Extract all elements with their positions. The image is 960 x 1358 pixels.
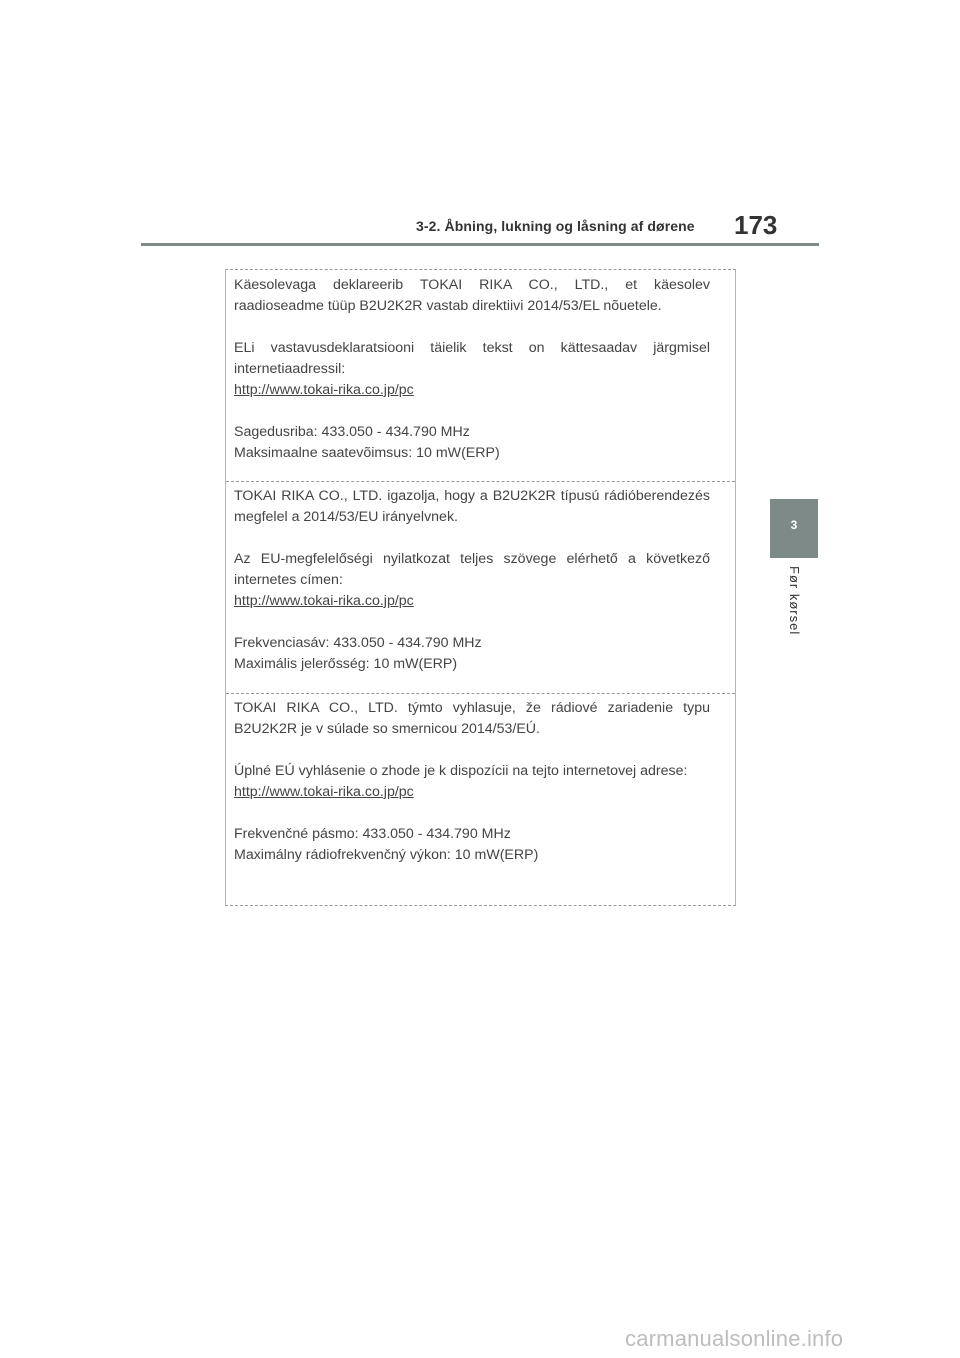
declaration-box: [225, 269, 736, 906]
declaration-url-link[interactable]: http://www.tokai-rika.co.jp/pc: [234, 593, 414, 609]
frequency-text: Sagedusriba: 433.050 - 434.790 MHz: [234, 424, 470, 440]
declaration-block-slovak: [234, 698, 710, 866]
declaration-text: TOKAI RIKA CO., LTD. týmto vyhlasuje, že rádiové zariadenie typu B2U2K2R je v súlade so smernicou 2014/53/EÚ.: [234, 700, 710, 737]
declaration-block-estonian: [234, 275, 710, 464]
block-divider: [226, 693, 735, 694]
chapter-tab: [770, 499, 818, 558]
declaration-url-link[interactable]: http://www.tokai-rika.co.jp/pc: [234, 382, 414, 398]
power-text: Maximális jelerősség: 10 mW(ERP): [234, 656, 458, 672]
section-title: 3-2. Åbning, lukning og låsning af dørene: [416, 218, 695, 234]
header-rule: [141, 243, 819, 246]
frequency-text: Frekvenciasáv: 433.050 - 434.790 MHz: [234, 635, 482, 651]
power-text: Maximálny rádiofrekvenčný výkon: 10 mW(ERP): [234, 847, 539, 863]
availability-text: ELi vastavusdeklaratsiooni täielik tekst on kättesaadav järgmisel internetiaadressil:: [234, 340, 710, 377]
watermark: carmanualsonline.info: [625, 1326, 844, 1351]
declaration-url-link[interactable]: http://www.tokai-rika.co.jp/pc: [234, 784, 414, 800]
block-divider: [226, 481, 735, 482]
availability-text: Úplné EÚ vyhlásenie o zhode je k dispozícii na tejto internetovej adrese:: [234, 763, 688, 779]
declaration-text: Käesolevaga deklareerib TOKAI RIKA CO., LTD., et käesolev raadioseadme tüüp B2U2K2R vastab direktiivi 2014/53/EL nõuetele.: [234, 277, 710, 314]
declaration-block-hungarian: [234, 486, 710, 675]
power-text: Maksimaalne saatevõimsus: 10 mW(ERP): [234, 445, 500, 461]
chapter-number: 3: [790, 518, 798, 532]
declaration-text: TOKAI RIKA CO., LTD. igazolja, hogy a B2U2K2R típusú rádióberendezés megfelel a 2014/53/EU irányelvnek.: [234, 488, 710, 525]
availability-text: Az EU-megfelelőségi nyilatkozat teljes szövege elérhető a következő internetes címen:: [234, 551, 710, 588]
page-header: [0, 0, 960, 250]
frequency-text: Frekvenčné pásmo: 433.050 - 434.790 MHz: [234, 826, 511, 842]
page-number: 173: [734, 210, 778, 240]
chapter-label: Før kørsel: [787, 566, 802, 636]
